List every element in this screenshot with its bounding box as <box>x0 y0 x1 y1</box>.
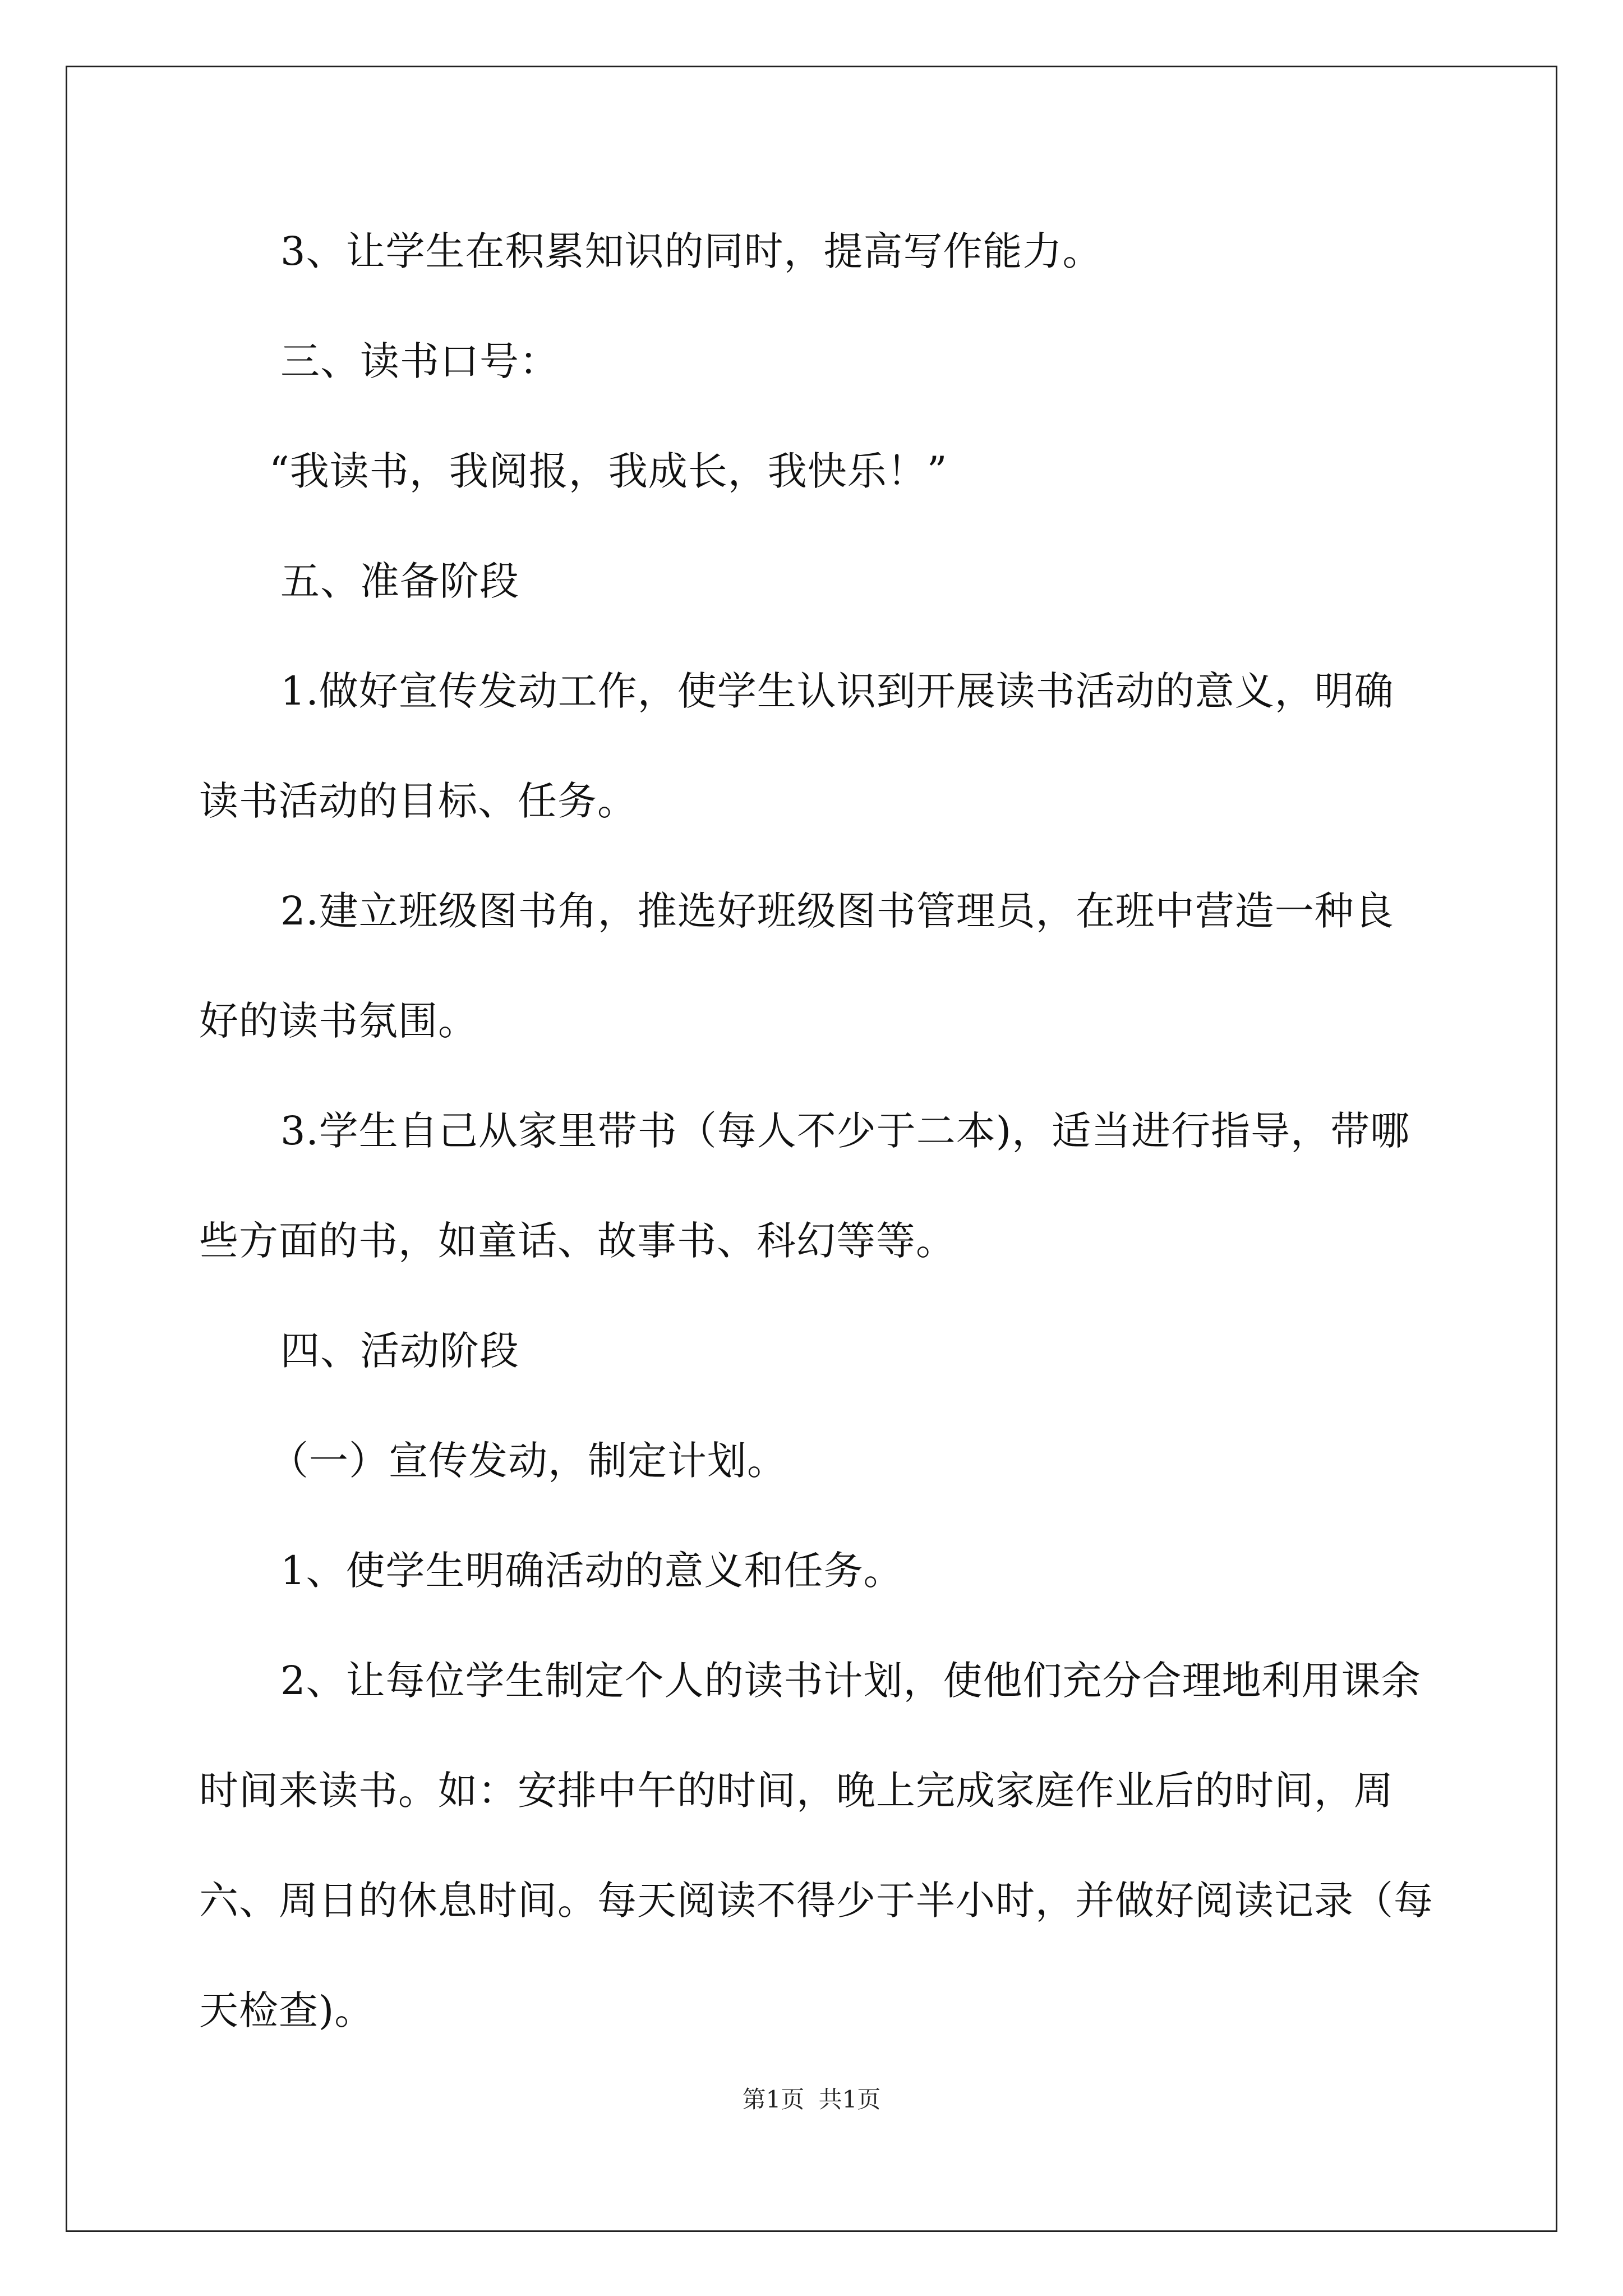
subsection-heading-1: （一）宣传发动，制定计划。 <box>269 1438 787 1484</box>
paragraph-line-prep-1a: 1.做好宣传发动工作，使学生认识到开展读书活动的意义，明确 <box>280 668 1394 714</box>
section-heading-activity: 四、活动阶段 <box>280 1328 519 1374</box>
section-heading-slogan: 三、读书口号： <box>280 338 559 384</box>
paragraph-line-prep-3b: 些方面的书，如童话、故事书、科幻等等。 <box>199 1218 956 1264</box>
paragraph-line-act-2a: 2、让每位学生制定个人的读书计划，使他们充分合理地利用课余 <box>280 1658 1421 1704</box>
page-total: 共1页 <box>818 2086 881 2113</box>
paragraph-line-prep-1b: 读书活动的目标、任务。 <box>199 778 637 824</box>
paragraph-line-act-2b: 时间来读书。如：安排中午的时间，晚上完成家庭作业后的时间，周 <box>199 1768 1394 1814</box>
paragraph-line-act-2d: 天检查)。 <box>199 1987 375 2033</box>
paragraph-line-act-1: 1、使学生明确活动的意义和任务。 <box>280 1548 903 1594</box>
paragraph-line-prep-3a: 3.学生自己从家里带书（每人不少于二本)，适当进行指导，带哪 <box>280 1108 1410 1154</box>
paragraph-line-1: 3、让学生在积累知识的同时，提高写作能力。 <box>280 228 1103 274</box>
slogan-text: “我读书，我阅报，我成长，我快乐！” <box>269 448 948 494</box>
paragraph-line-prep-2b: 好的读书氛围。 <box>199 998 478 1044</box>
paragraph-line-act-2c: 六、周日的休息时间。每天阅读不得少于半小时，并做好阅读记录（每 <box>199 1878 1433 1924</box>
page-footer <box>0 2086 1623 2114</box>
page-number: 第1页 <box>742 2086 805 2113</box>
paragraph-line-prep-2a: 2.建立班级图书角，推选好班级图书管理员，在班中营造一种良 <box>280 888 1394 934</box>
section-heading-preparation: 五、准备阶段 <box>280 558 519 604</box>
